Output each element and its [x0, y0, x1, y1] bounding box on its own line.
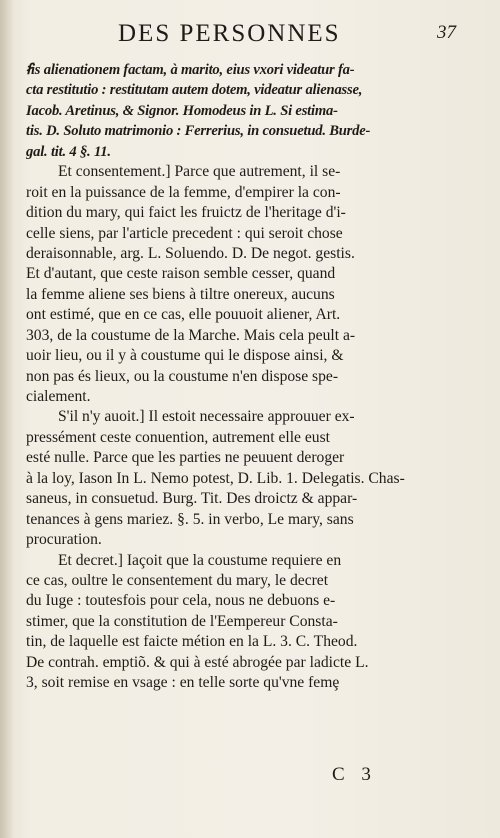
text-line: Et consentement.] Parce que autrement, il se- — [58, 163, 341, 181]
text-line: du Iuge : toutesfois pour cela, nous ne debuons e- — [26, 592, 336, 610]
text-line: cialement. — [26, 388, 91, 405]
text-line: ẜis alienationem factam, à marito, eius vxori videatur fa- — [26, 62, 355, 78]
text-line: uoir lieu, ou il y à coustume qui le dispose ainsi, & — [26, 347, 344, 365]
text-line: S'il n'y auoit.] Il estoit necessaire approuuer ex- — [58, 408, 355, 426]
text-line: dition du mary, qui faict les fruictz de l'heritage d'i- — [26, 204, 346, 222]
text-line: stimer, que la constitution de l'Eempereur Consta- — [26, 612, 338, 630]
text-line: De contrah. emptiõ. & qui à esté abrogée par ladicte L. — [26, 653, 369, 671]
text-line: la femme aliene ses biens à tiltre onereux, aucuns — [26, 285, 335, 303]
text-line: tis. D. Soluto matrimonio : Ferrerius, in consuetud. Burde- — [26, 123, 371, 140]
text-line: procuration. — [26, 531, 102, 549]
text-line: Et decret.] Iaçoit que la coustume requiere en — [58, 551, 342, 569]
gutter-shadow — [0, 0, 14, 838]
running-title: DES PERSONNES — [118, 20, 341, 47]
text-line: pressément ceste conuention, autrement elle eust — [26, 428, 330, 446]
page-header — [0, 20, 500, 50]
text-line: celle siens, par l'article precedent : qui seroit chose — [26, 224, 343, 242]
text-line: saneus, in consuetud. Burg. Tit. Des droictz & appar- — [26, 490, 358, 508]
text-line: 303, de la coustume de la Marche. Mais cela peult a- — [26, 326, 356, 344]
text-line: roit en la puissance de la femme, d'empirer la con- — [26, 183, 341, 201]
text-line: ont estimé, que en ce cas, elle pouuoit aliener, Art. — [26, 306, 341, 324]
text-line: cta restitutio : restitutam autem dotem, videatur alienasse, — [26, 82, 363, 99]
text-line: tenances à gens mariez. §. 5. in verbo, Le mary, sans — [26, 510, 354, 528]
page-number: 37 — [437, 22, 456, 43]
text-line: ce cas, oultre le consentement du mary, le decret — [26, 571, 329, 589]
text-line: tin, de laquelle est faicte métion en la L. 3. C. Theod. — [26, 633, 358, 651]
text-line: esté nulle. Parce que les parties ne peuuent deroger — [26, 449, 345, 467]
text-line: 3, soit remise en vsage : en telle sorte qu'vne femȩ — [26, 674, 340, 692]
signature-mark: C 3 — [332, 764, 377, 785]
text-line: Et d'autant, que ceste raison semble cesser, quand — [26, 265, 336, 283]
text-line: non pas és lieux, ou la coustume n'en dispose spe- — [26, 367, 339, 385]
text-line: à la loy, Iason In L. Nemo potest, D. Lib. 1. Delegatis. Chas- — [26, 469, 405, 487]
text-line: Iacob. Aretinus, & Signor. Homodeus in L. Si estima- — [26, 102, 338, 119]
text-line: deraisonnable, arg. L. Soluendo. D. De negot. gestis. — [26, 244, 355, 262]
body-text — [26, 60, 482, 694]
text-line: gal. tit. 4 §. 11. — [26, 143, 111, 160]
